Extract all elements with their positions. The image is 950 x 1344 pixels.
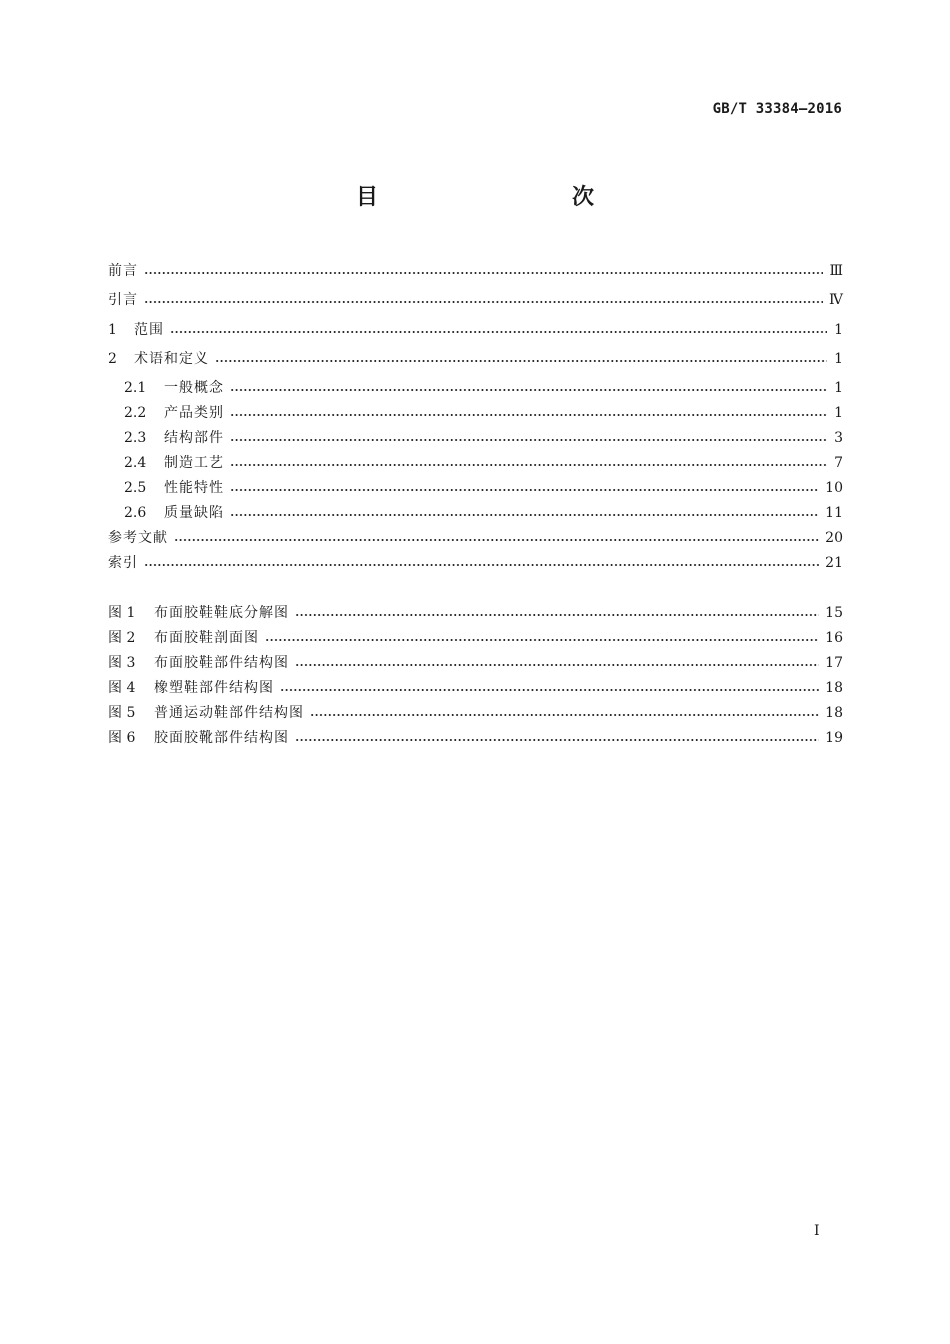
toc-figure-2[interactable] (108, 628, 843, 648)
figure-page: 18 (825, 680, 843, 696)
toc-entry-page: 20 (825, 530, 843, 546)
toc-entry-label: 性能特性 (164, 480, 224, 496)
dot-leader (280, 689, 819, 691)
figure-number: 图 6 (108, 730, 136, 746)
dot-leader (230, 414, 827, 416)
toc-figure-3[interactable] (108, 653, 843, 673)
toc-entry-page: 7 (834, 455, 843, 471)
figure-label: 布面胶鞋剖面图 (154, 630, 259, 646)
toc-entry-2-2[interactable] (124, 403, 843, 423)
toc-entry-number: 1 (108, 322, 117, 338)
figure-label: 布面胶鞋鞋底分解图 (154, 605, 289, 621)
toc-entry-label: 前言 (108, 263, 138, 279)
dot-leader (230, 439, 827, 441)
toc-entry-scope[interactable] (108, 320, 843, 340)
dot-leader (230, 389, 827, 391)
dot-leader (144, 564, 819, 566)
toc-figure-4[interactable] (108, 678, 843, 698)
figure-label: 普通运动鞋部件结构图 (154, 705, 304, 721)
figure-page: 15 (825, 605, 843, 621)
toc-entry-page: 3 (834, 430, 843, 446)
figure-page: 18 (825, 705, 843, 721)
dot-leader (295, 664, 819, 666)
figure-number: 图 4 (108, 680, 136, 696)
toc-entry-2-3[interactable] (124, 428, 843, 448)
figure-page: 19 (825, 730, 843, 746)
toc-entry-page: 1 (834, 351, 843, 367)
toc-entry-label: 结构部件 (164, 430, 224, 446)
toc-entry-introduction[interactable] (108, 290, 843, 310)
figure-number: 图 3 (108, 655, 136, 671)
toc-entry-page: 21 (825, 555, 843, 571)
toc-entry-index[interactable] (108, 553, 843, 573)
toc-entry-page: 1 (834, 380, 843, 396)
toc-entry-2-1[interactable] (124, 378, 843, 398)
toc-entry-page: 1 (834, 322, 843, 338)
toc-entry-label: 产品类别 (164, 405, 224, 421)
toc-entry-label: 术语和定义 (134, 351, 209, 367)
toc-entry-label: 范围 (134, 322, 164, 338)
toc-entry-terms[interactable] (108, 349, 843, 369)
figure-label: 胶面胶靴部件结构图 (154, 730, 289, 746)
dot-leader (295, 614, 819, 616)
toc-entry-number: 2.3 (124, 430, 147, 446)
toc-entry-number: 2.4 (124, 455, 147, 471)
dot-leader (170, 331, 827, 333)
dot-leader (230, 514, 819, 516)
toc-entry-number: 2.6 (124, 505, 147, 521)
standard-code: GB/T 33384—2016 (712, 101, 842, 117)
toc-entry-page: Ⅲ (829, 263, 843, 279)
toc-entry-foreword[interactable] (108, 261, 843, 281)
figure-number: 图 1 (108, 605, 136, 621)
toc-entry-number: 2.2 (124, 405, 147, 421)
toc-entry-number: 2.1 (124, 380, 147, 396)
toc-entry-page: 11 (825, 505, 843, 521)
dot-leader (144, 301, 823, 303)
dot-leader (230, 464, 827, 466)
dot-leader (174, 539, 819, 541)
page-number: I (814, 1223, 820, 1239)
figure-number: 图 2 (108, 630, 136, 646)
figure-number: 图 5 (108, 705, 136, 721)
toc-entry-2-4[interactable] (124, 453, 843, 473)
dot-leader (265, 639, 819, 641)
toc-figure-1[interactable] (108, 603, 843, 623)
toc-figure-6[interactable] (108, 728, 843, 748)
dot-leader (144, 272, 823, 274)
dot-leader (310, 714, 819, 716)
toc-entry-label: 质量缺陷 (164, 505, 224, 521)
figure-page: 16 (825, 630, 843, 646)
toc-entry-2-5[interactable] (124, 478, 843, 498)
toc-entry-page: 10 (825, 480, 843, 496)
toc-entry-label: 引言 (108, 292, 138, 308)
toc-figure-5[interactable] (108, 703, 843, 723)
figure-label: 布面胶鞋部件结构图 (154, 655, 289, 671)
dot-leader (230, 489, 819, 491)
toc-entry-label: 制造工艺 (164, 455, 224, 471)
dot-leader (295, 739, 819, 741)
dot-leader (215, 360, 827, 362)
page-title: 目 次 (355, 185, 644, 210)
toc-entry-label: 一般概念 (164, 380, 224, 396)
toc-entry-page: Ⅳ (829, 292, 843, 308)
figure-label: 橡塑鞋部件结构图 (154, 680, 274, 696)
toc-entry-label: 参考文献 (108, 530, 168, 546)
toc-entry-number: 2 (108, 351, 117, 367)
toc-entry-bibliography[interactable] (108, 528, 843, 548)
toc-entry-page: 1 (834, 405, 843, 421)
figure-page: 17 (825, 655, 843, 671)
toc-entry-label: 索引 (108, 555, 138, 571)
toc-entry-number: 2.5 (124, 480, 147, 496)
toc-entry-2-6[interactable] (124, 503, 843, 523)
